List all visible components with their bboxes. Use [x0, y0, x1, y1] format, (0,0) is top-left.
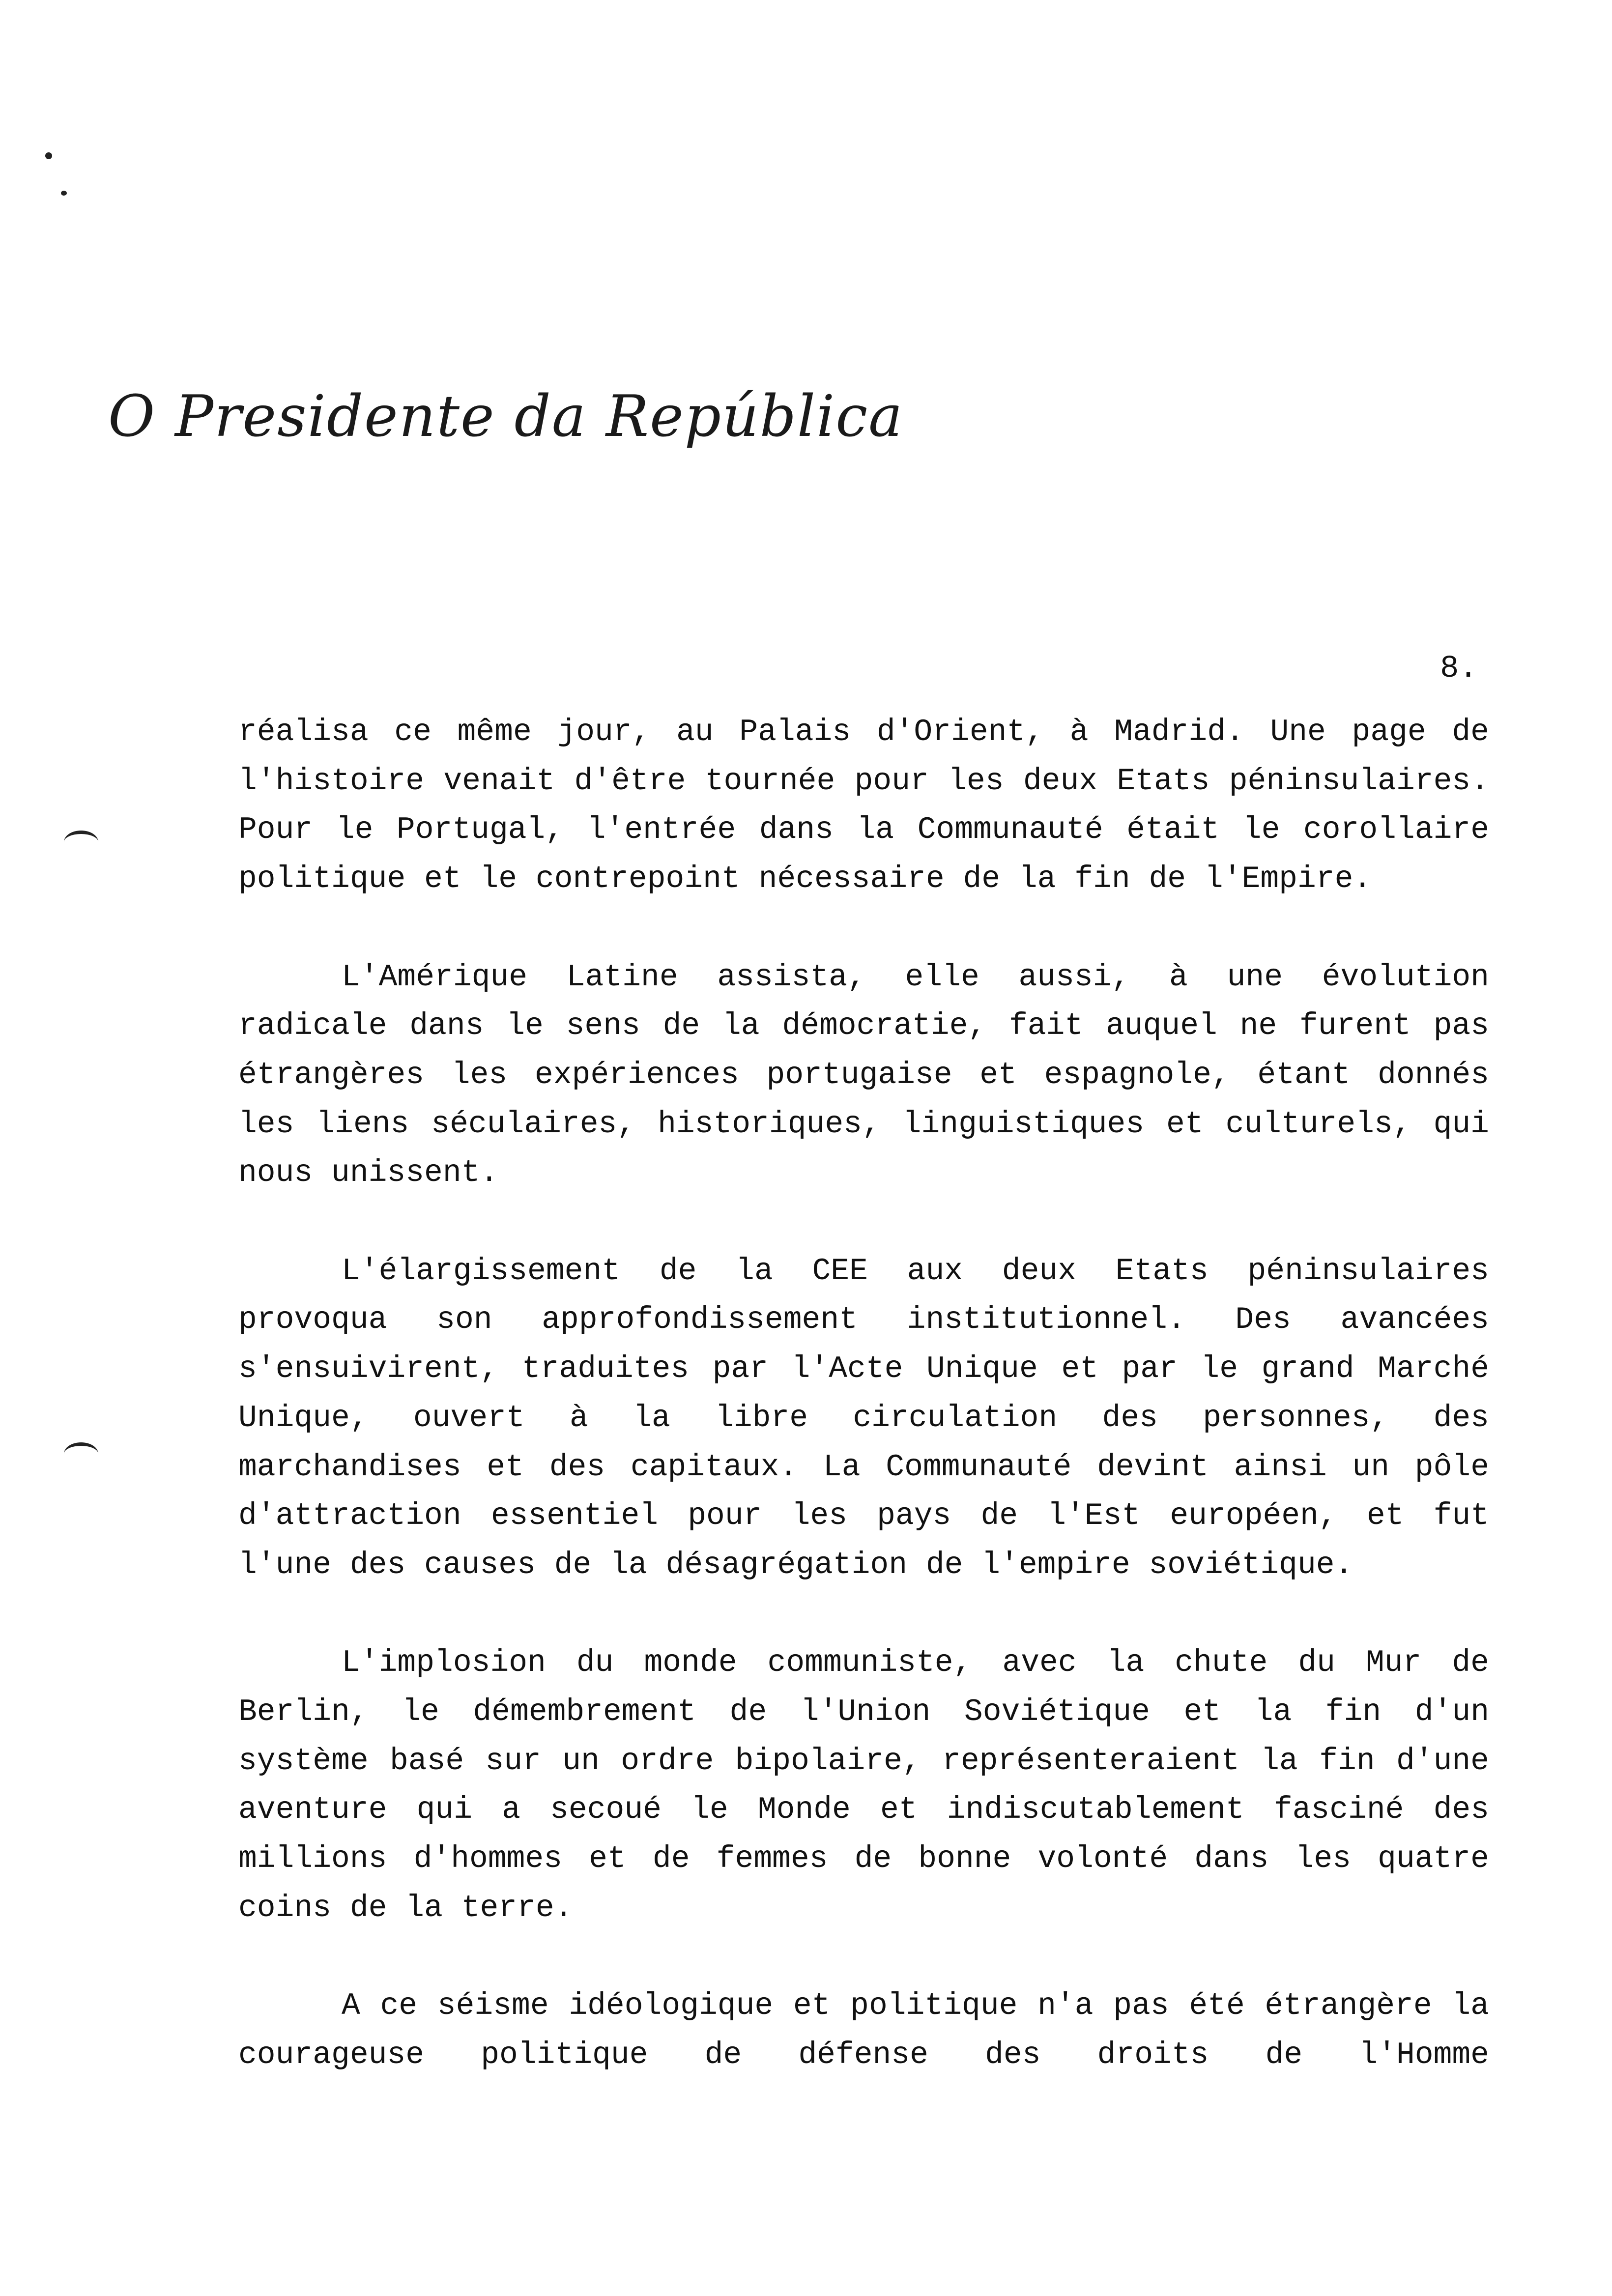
page-number: 8. — [1440, 651, 1478, 687]
paragraph: réalisa ce même jour, au Palais d'Orient, à Madrid. Une page de l'histoire venait d'être tournée pour les deux Etats péninsulaires. Pour le Portugal, l'entrée dans la Communauté était le corollaire politique et le contrepoint nécessaire de la fin de l'Empire. — [238, 715, 1489, 897]
margin-arc-mark — [64, 1442, 98, 1465]
paragraph: L'Amérique Latine assista, elle aussi, à une évolution radicale dans le sens de la démocratie, fait auquel ne furent pas étrangères les expériences portugaise et espagnole, étant donnés les liens séculaires, historiques, linguistiques et culturels, qui nous unissent. — [238, 959, 1489, 1191]
document-body — [238, 708, 1489, 2080]
scan-speck — [45, 152, 52, 159]
paragraph: L'élargissement de la CEE aux deux Etats péninsulaires provoqua son approfondissement institutionnel. Des avancées s'ensuivirent, traduites par l'Acte Unique et par le grand Marché Unique, ouvert à la libre circulation des personnes, des marchandises et des capitaux. La Communauté devint ainsi un pôle d'attraction essentiel pour les pays de l'Est européen, et fut l'une des causes de la désagrégation de l'empire soviétique. — [238, 1253, 1489, 1582]
paragraph: A ce séisme idéologique et politique n'a pas été étrangère la courageuse politique de défense des droits de l'Homme — [238, 1988, 1489, 2072]
letterhead: O Presidente da República — [108, 383, 904, 450]
paragraph: L'implosion du monde communiste, avec la chute du Mur de Berlin, le démembrement de l'Union Soviétique et la fin d'un système basé sur un ordre bipolaire, représenteraient la fin d'une aventure qui a secoué le Monde et indiscutablement fasciné des millions d'hommes et de femmes de bonne volonté dans les quatre coins de la terre. — [238, 1645, 1489, 1925]
margin-arc-mark — [64, 831, 98, 854]
scan-speck — [61, 191, 67, 196]
